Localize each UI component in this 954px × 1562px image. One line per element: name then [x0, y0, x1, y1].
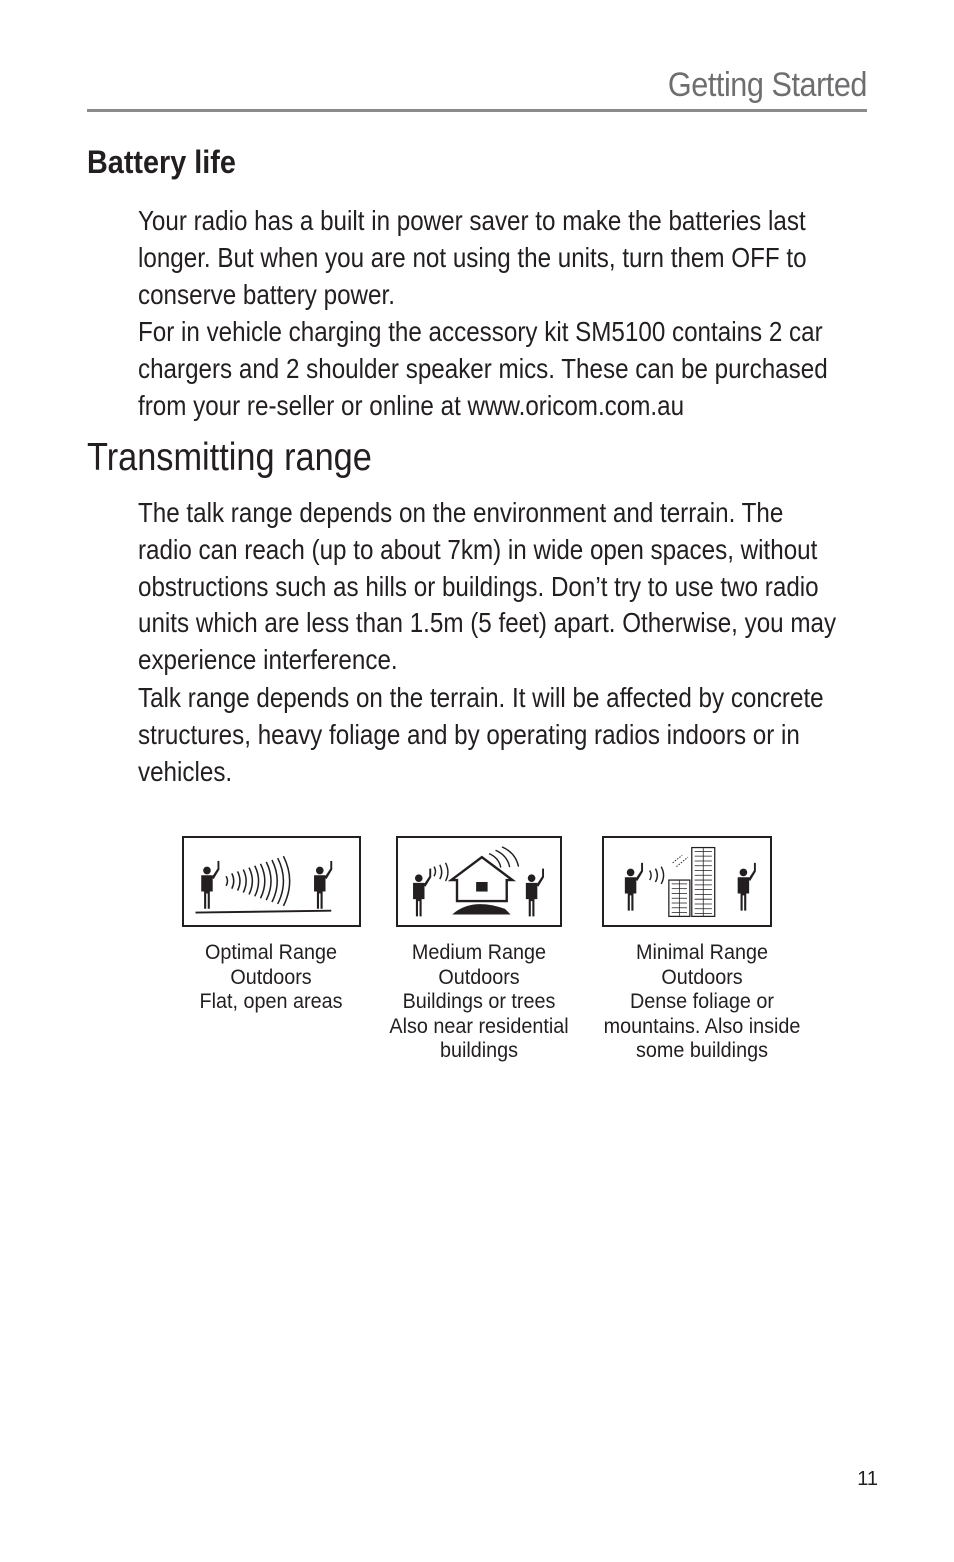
text-line: obstructions such as hills or buildings. Don’t try to use two radio [138, 570, 819, 602]
caption-line: Medium Range [411, 940, 547, 964]
figure-open-area [182, 836, 361, 927]
open-area-range-icon [184, 838, 359, 925]
section-header: Getting Started [667, 66, 867, 104]
caption-line: some buildings [636, 1038, 768, 1062]
text-line: from your re-seller or online at www.oricom.com.au [138, 389, 685, 421]
battery-paragraph-1 [138, 203, 807, 313]
text-line: Talk range depends on the terrain. It will be affected by concrete [138, 682, 824, 713]
figure-caption-minimal [601, 940, 803, 1063]
text-line: units which are less than 1.5m (5 feet) apart. Otherwise, you may [138, 607, 837, 639]
page-number: 11 [857, 1468, 878, 1490]
figure-caption-optimal [184, 940, 359, 1014]
figure-residential [396, 836, 562, 927]
caption-line: mountains. Also inside [603, 1013, 801, 1038]
range-paragraph-1 [138, 495, 837, 679]
text-line: conserve battery power. [138, 278, 395, 310]
caption-line: Outdoors [438, 964, 520, 989]
caption-line: Minimal Range [636, 940, 768, 964]
text-line: experience interference. [138, 644, 398, 676]
header-divider [87, 109, 867, 112]
buildings-range-icon [604, 838, 770, 925]
caption-line: Also near residential [389, 1013, 569, 1038]
figure-caption-medium [387, 940, 571, 1063]
caption-line: Outdoors [661, 964, 743, 989]
caption-line: Buildings or trees [402, 989, 556, 1013]
caption-line: Outdoors [230, 964, 312, 989]
text-line: For in vehicle charging the accessory kit SM5100 contains 2 car [138, 316, 823, 347]
text-line: longer. But when you are not using the units, turn them OFF to [138, 241, 807, 273]
caption-line: Optimal Range [205, 940, 337, 964]
caption-line: Dense foliage or [629, 989, 775, 1013]
text-line: chargers and 2 shoulder speaker mics. These can be purchased [138, 352, 828, 384]
battery-paragraph-2 [138, 314, 828, 424]
text-line: The talk range depends on the environment and terrain. The [138, 497, 784, 528]
house-range-icon [398, 838, 560, 925]
text-line: structures, heavy foliage and by operating radios indoors or in [138, 718, 800, 750]
transmitting-range-heading: Transmitting range [87, 436, 372, 479]
range-paragraph-2 [138, 680, 824, 790]
text-line: vehicles. [138, 755, 233, 787]
figure-buildings [602, 836, 772, 927]
text-line: Your radio has a built in power saver to make the batteries last [138, 205, 806, 236]
caption-line: buildings [439, 1038, 519, 1062]
caption-line: Flat, open areas [199, 989, 343, 1013]
text-line: radio can reach (up to about 7km) in wide open spaces, without [138, 533, 818, 565]
battery-life-heading: Battery life [87, 144, 236, 180]
